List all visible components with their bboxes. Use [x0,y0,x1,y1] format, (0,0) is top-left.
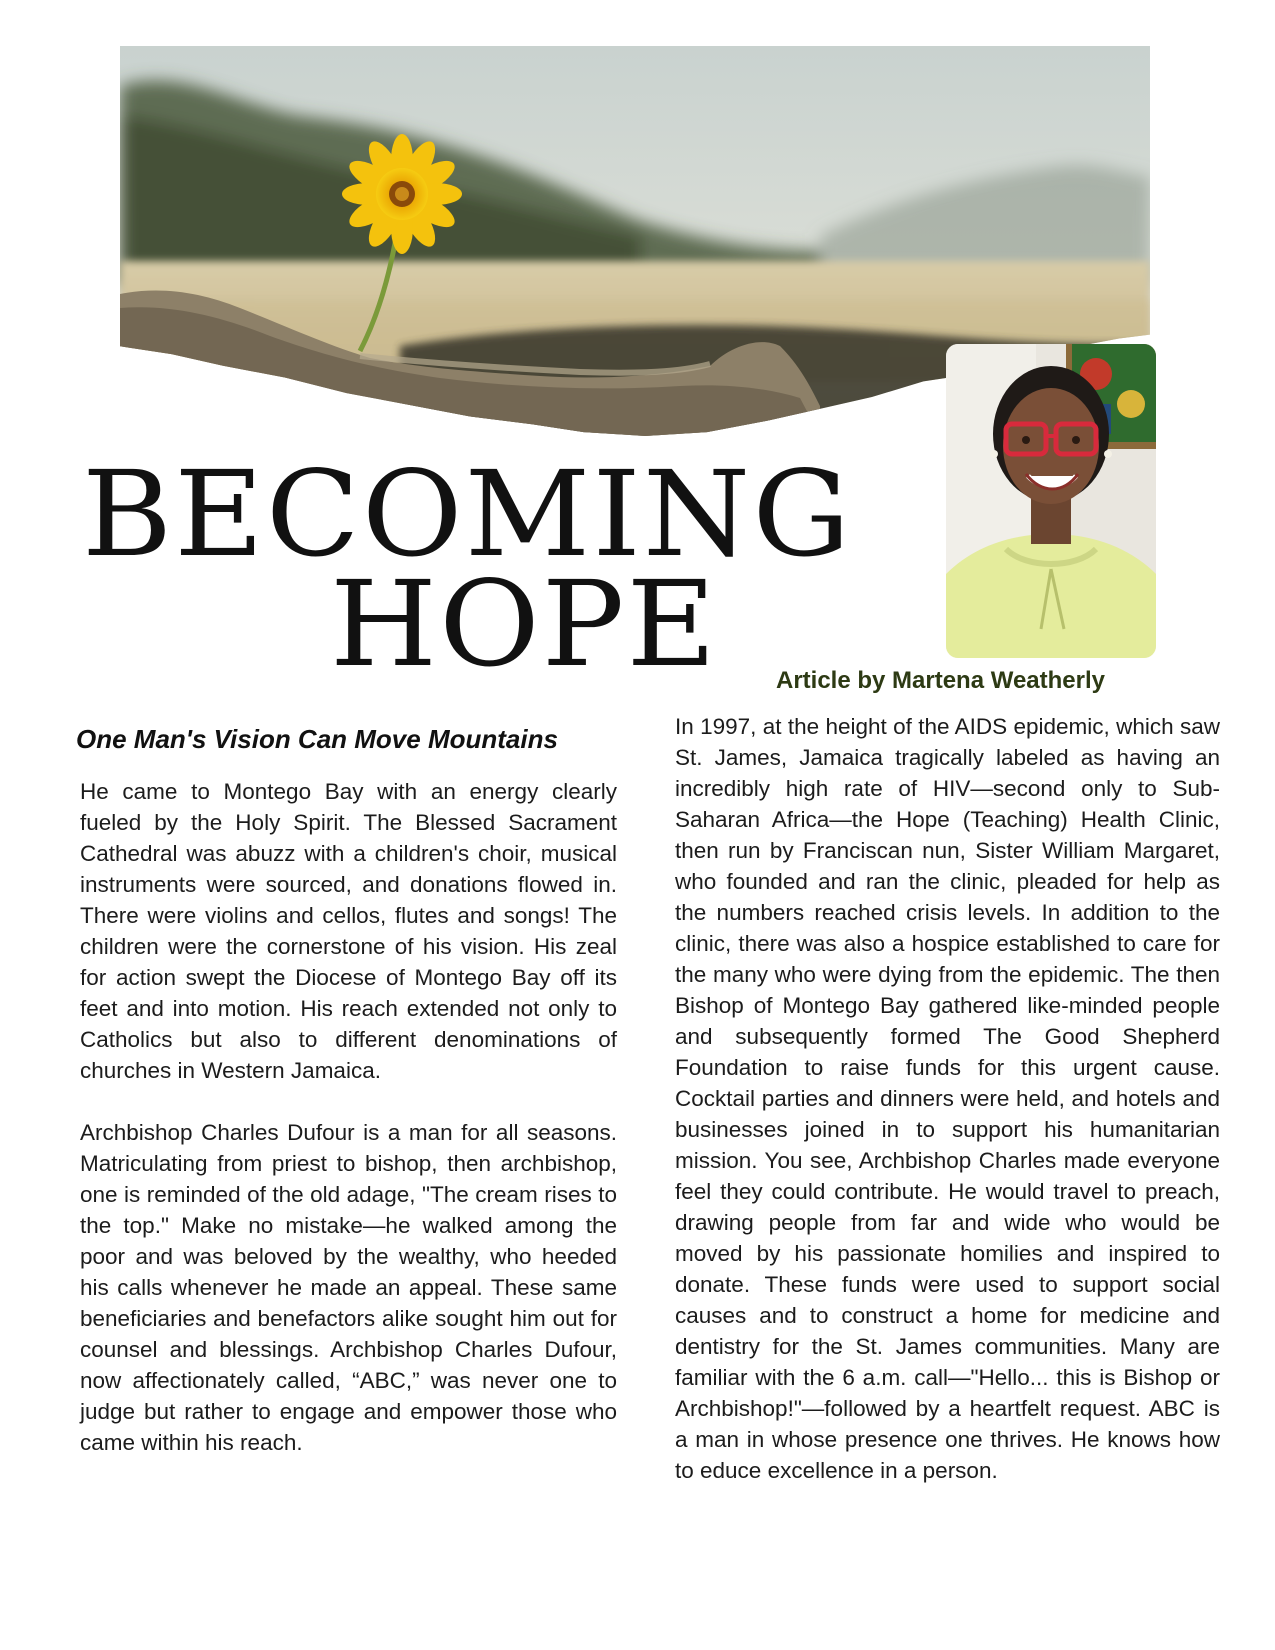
article-subheading: One Man's Vision Can Move Mountains [76,724,558,754]
author-portrait [946,344,1156,658]
right-column [675,711,1220,1486]
left-paragraph-1: He came to Montego Bay with an energy clearly fueled by the Holy Spirit. The Blessed Sacrament Cathedral was abuzz with a children's choir, musical instruments were sourced, and donations flowed in. There were violins and cellos, flutes and songs! The children were the cornerstone of his vision. His zeal for action swept the Diocese of Montego Bay off its feet and into motion. His reach extended not only to Catholics but also to different denominations of churches in Western Jamaica. [80,779,617,1083]
author-photo [946,344,1156,658]
right-paragraph-1: In 1997, at the height of the AIDS epidemic, which saw St. James, Jamaica tragically labeled as having an incredibly high rate of HIV—second only to Sub-Saharan Africa—the Hope (Teaching) Health Clinic, then run by Franciscan nun, Sister William Margaret, who founded and ran the clinic, pleaded for help as the numbers reached crisis levels. In addition to the clinic, there was also a hospice established to care for the many who were dying from the epidemic. The then Bishop of Montego Bay gathered like-minded people and subsequently formed The Good Shepherd Foundation to raise funds for this urgent cause. Cocktail parties and dinners were held, and hotels and businesses joined in to support his humanitarian mission. You see, Archbishop Charles made everyone feel they could contribute. He would travel to preach, drawing people from far and wide who would be moved by his passionate homilies and inspired to donate. These funds were used to support social causes and to construct a home for medicine and dentistry for the St. James communities. Many are familiar with the 6 a.m. call—"Hello... this is Bishop or Archbishop!"—followed by a heartfelt request. ABC is a man in whose presence one thrives. He knows how to educe excellence in a person. [675,714,1220,1483]
left-column [80,776,617,1458]
title-line-2: HOPE [330,555,719,693]
title-line-1: BECOMING [82,445,853,583]
article-byline: Article by Martena Weatherly [776,667,1106,694]
left-paragraph-2: Archbishop Charles Dufour is a man for all seasons. Matriculating from priest to bishop, then archbishop, one is reminded of the old adage, "The cream rises to the top." Make no mistake—he walked among the poor and was beloved by the wealthy, who heeded his calls whenever he made an appeal. These same beneficiaries and benefactors alike sought him out for counsel and blessings. Archbishop Charles Dufour, now affectionately called, “ABC,” was never one to judge but rather to engage and empower those who came within his reach. [80,1120,617,1455]
